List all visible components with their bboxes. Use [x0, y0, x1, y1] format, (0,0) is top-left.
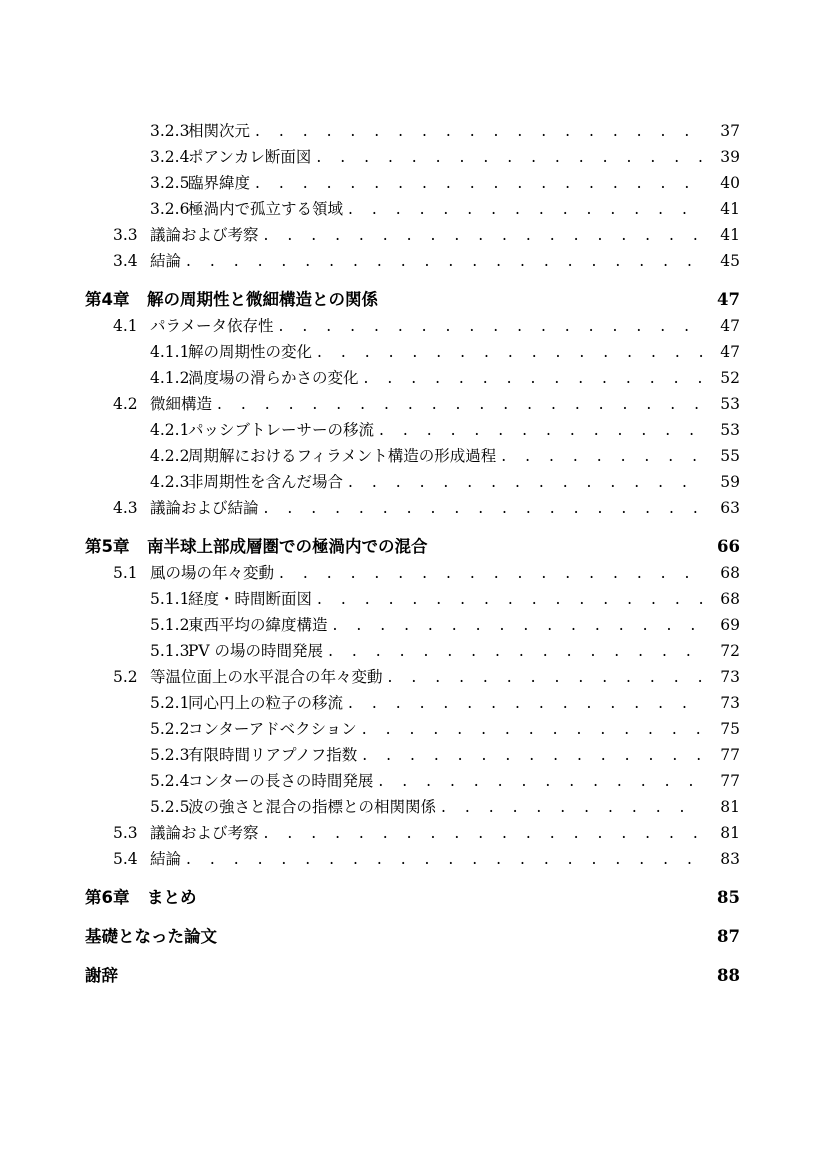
toc-entry-number: 5.1.1 — [150, 590, 190, 608]
toc-entry-title: コンターの長さの時間発展 — [188, 772, 374, 790]
toc-dot-leader — [348, 196, 704, 222]
toc-entry — [85, 963, 740, 989]
toc-entry — [85, 690, 740, 716]
toc-entry-page: 85 — [717, 888, 740, 907]
toc-dot-leader — [378, 768, 704, 794]
toc-dot-leader — [328, 638, 704, 664]
toc-entry — [85, 885, 740, 911]
toc-entry — [85, 365, 740, 391]
toc-dot-leader — [501, 443, 704, 469]
toc-entry-number: 5.4 — [113, 850, 138, 868]
toc-entry-page: 81 — [720, 798, 740, 816]
toc-entry-number: 5.1.3 — [150, 642, 190, 660]
toc-entry-number: 5.3 — [113, 824, 138, 842]
toc-entry-page: 39 — [720, 148, 740, 166]
toc-entry — [85, 495, 740, 521]
toc-dot-leader — [186, 248, 704, 274]
toc-entry — [85, 586, 740, 612]
toc-entry-page: 59 — [720, 473, 740, 491]
toc-entry-title: コンターアドベクション — [188, 720, 357, 738]
toc-dot-leader — [317, 586, 704, 612]
toc-entry-page: 37 — [720, 122, 740, 140]
toc-entry-title: 非周期性を含んだ場合 — [188, 473, 344, 491]
toc-entry-title: 議論および考察 — [150, 824, 259, 842]
toc-entry-number: 4.1 — [113, 317, 138, 335]
table-of-contents — [85, 118, 740, 989]
toc-entry-title: 結論 — [150, 252, 182, 270]
toc-dot-leader — [264, 820, 704, 846]
toc-dot-leader — [362, 716, 704, 742]
toc-entry — [85, 196, 740, 222]
toc-entry — [85, 794, 740, 820]
toc-dot-leader — [279, 560, 704, 586]
toc-entry-number: 3.3 — [113, 226, 138, 244]
toc-entry-number: 5.2 — [113, 668, 138, 686]
toc-dot-leader — [316, 144, 704, 170]
toc-entry — [85, 313, 740, 339]
toc-entry — [85, 716, 740, 742]
toc-entry-title: 南半球上部成層圏での極渦内での混合 — [147, 537, 428, 556]
toc-dot-leader — [362, 742, 704, 768]
toc-entry-page: 77 — [720, 746, 740, 764]
toc-entry-title: 結論 — [150, 850, 182, 868]
toc-entry-title: 波の強さと混合の指標との相関関係 — [188, 798, 437, 816]
toc-entry-title: 議論および結論 — [150, 499, 259, 517]
toc-entry-title: 東西平均の緯度構造 — [188, 616, 328, 634]
toc-entry-number: 5.1 — [113, 564, 138, 582]
toc-entry-page: 41 — [720, 200, 740, 218]
toc-entry-title: 渦度場の滑らかさの変化 — [188, 369, 359, 387]
toc-entry-title: 風の場の年々変動 — [150, 564, 275, 582]
toc-entry-title: 有限時間リアプノフ指数 — [188, 746, 358, 764]
toc-entry-page: 72 — [720, 642, 740, 660]
toc-entry-number: 5.2.4 — [150, 772, 190, 790]
toc-entry-number: 5.2.1 — [150, 694, 190, 712]
toc-entry — [85, 339, 740, 365]
toc-entry-page: 68 — [720, 564, 740, 582]
toc-entry-title: パラメータ依存性 — [150, 317, 274, 335]
toc-entry-title: パッシブトレーサーの移流 — [188, 421, 375, 439]
toc-entry-number: 第6章 — [85, 888, 130, 907]
toc-entry-number: 5.2.3 — [150, 746, 190, 764]
toc-entry — [85, 222, 740, 248]
toc-entry — [85, 391, 740, 417]
toc-entry — [85, 118, 740, 144]
toc-entry-page: 87 — [717, 927, 740, 946]
toc-dot-leader — [379, 417, 704, 443]
toc-entry-number: 4.2.2 — [150, 447, 190, 465]
toc-entry-page: 47 — [720, 343, 740, 361]
toc-entry-page: 63 — [720, 499, 740, 517]
toc-entry-page: 53 — [720, 395, 740, 413]
toc-entry — [85, 287, 740, 313]
toc-entry-title: PV の場の時間発展 — [188, 642, 324, 660]
toc-entry-page: 83 — [720, 850, 740, 868]
toc-entry-title: 経度・時間断面図 — [188, 590, 313, 608]
toc-entry — [85, 664, 740, 690]
toc-entry-page: 81 — [720, 824, 740, 842]
toc-entry-page: 77 — [720, 772, 740, 790]
toc-entry-number: 4.2.1 — [150, 421, 190, 439]
toc-entry-page: 47 — [717, 290, 740, 309]
toc-entry-page: 52 — [720, 369, 740, 387]
toc-entry — [85, 469, 740, 495]
toc-entry — [85, 846, 740, 872]
toc-entry-title: まとめ — [147, 888, 197, 907]
toc-entry-number: 4.3 — [113, 499, 138, 517]
toc-entry-page: 40 — [720, 174, 740, 192]
toc-entry-page: 47 — [720, 317, 740, 335]
toc-entry — [85, 534, 740, 560]
toc-entry-title: 等温位面上の水平混合の年々変動 — [150, 668, 383, 686]
toc-entry-number: 3.2.6 — [150, 200, 190, 218]
toc-entry — [85, 560, 740, 586]
toc-entry-number: 5.2.2 — [150, 720, 190, 738]
toc-entry — [85, 170, 740, 196]
toc-entry-page: 88 — [717, 966, 740, 985]
toc-entry-title: 極渦内で孤立する領域 — [188, 200, 344, 218]
toc-entry-number: 4.2.3 — [150, 473, 190, 491]
toc-entry-page: 68 — [720, 590, 740, 608]
toc-entry-number: 第4章 — [85, 290, 130, 309]
toc-entry-number: 4.1.1 — [150, 343, 190, 361]
toc-entry — [85, 742, 740, 768]
toc-entry — [85, 924, 740, 950]
toc-entry-title: 議論および考察 — [150, 226, 259, 244]
toc-entry — [85, 612, 740, 638]
toc-entry — [85, 638, 740, 664]
toc-entry — [85, 417, 740, 443]
toc-dot-leader — [441, 794, 704, 820]
toc-dot-leader — [186, 846, 704, 872]
toc-entry-number: 3.2.5 — [150, 174, 190, 192]
toc-entry-title: 謝辞 — [85, 966, 118, 985]
toc-entry-page: 69 — [720, 616, 740, 634]
toc-entry-page: 73 — [720, 694, 740, 712]
toc-dot-leader — [348, 690, 704, 716]
toc-dot-leader — [388, 664, 704, 690]
toc-entry — [85, 820, 740, 846]
toc-dot-leader — [364, 365, 704, 391]
toc-entry-page: 55 — [720, 447, 740, 465]
toc-entry-number: 3.2.4 — [150, 148, 190, 166]
toc-entry-number: 第5章 — [85, 537, 130, 556]
toc-entry-page: 45 — [720, 252, 740, 270]
toc-entry-page: 75 — [720, 720, 740, 738]
toc-entry-title: ポアンカレ断面図 — [188, 148, 312, 166]
toc-dot-leader — [217, 391, 704, 417]
toc-entry-page: 53 — [720, 421, 740, 439]
toc-entry-title: 基礎となった論文 — [85, 927, 217, 946]
toc-entry — [85, 144, 740, 170]
toc-entry-number: 4.2 — [113, 395, 138, 413]
toc-entry — [85, 248, 740, 274]
toc-entry — [85, 768, 740, 794]
toc-entry-title: 解の周期性の変化 — [188, 343, 313, 361]
toc-entry — [85, 443, 740, 469]
toc-entry-title: 臨界緯度 — [188, 174, 251, 192]
toc-dot-leader — [333, 612, 704, 638]
toc-dot-leader — [264, 222, 704, 248]
toc-entry-title: 同心円上の粒子の移流 — [188, 694, 344, 712]
toc-dot-leader — [255, 170, 704, 196]
toc-entry-title: 周期解におけるフィラメント構造の形成過程 — [188, 447, 497, 465]
toc-entry-number: 3.2.3 — [150, 122, 190, 140]
toc-dot-leader — [317, 339, 704, 365]
toc-dot-leader — [264, 495, 704, 521]
toc-entry-page: 66 — [717, 537, 740, 556]
toc-entry-title: 相関次元 — [188, 122, 251, 140]
toc-entry-number: 3.4 — [113, 252, 138, 270]
toc-entry-number: 4.1.2 — [150, 369, 190, 387]
toc-entry-number: 5.1.2 — [150, 616, 190, 634]
toc-dot-leader — [348, 469, 704, 495]
toc-dot-leader — [279, 313, 704, 339]
toc-entry-number: 5.2.5 — [150, 798, 190, 816]
toc-dot-leader — [255, 118, 704, 144]
toc-entry-page: 41 — [720, 226, 740, 244]
toc-entry-title: 微細構造 — [150, 395, 213, 413]
toc-entry-page: 73 — [720, 668, 740, 686]
toc-entry-title: 解の周期性と微細構造との関係 — [147, 290, 378, 309]
